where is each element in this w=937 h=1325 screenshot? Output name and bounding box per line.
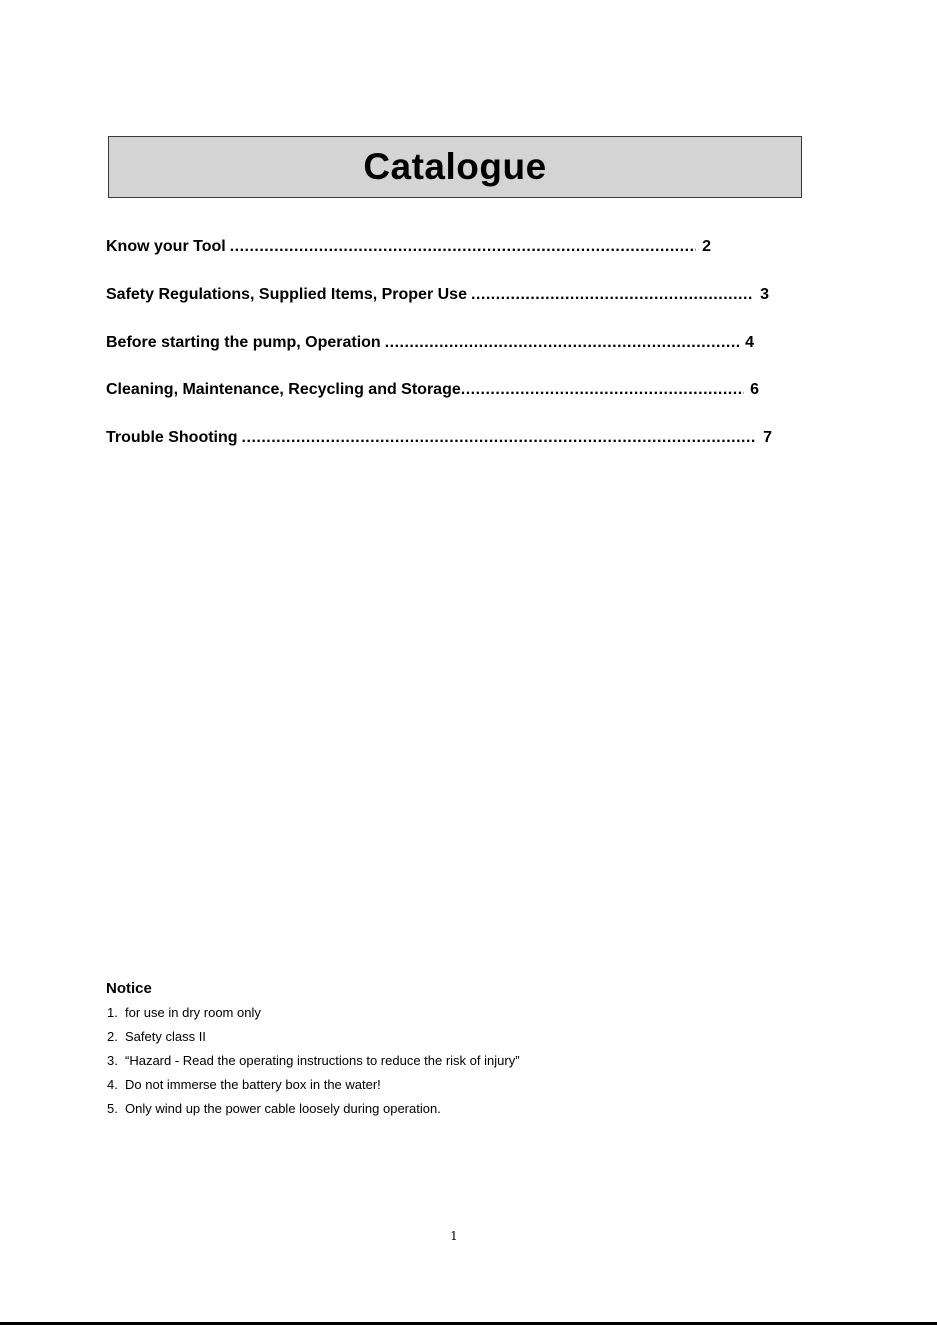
toc-label: Trouble Shooting	[106, 429, 238, 446]
toc-label: Cleaning, Maintenance, Recycling and Storage	[106, 381, 461, 398]
catalogue-title-box	[108, 136, 802, 198]
notice-item-text: for use in dry room only	[125, 1005, 261, 1020]
toc-page-number: 4	[745, 334, 754, 351]
toc-label: Safety Regulations, Supplied Items, Proper Use	[106, 286, 467, 303]
toc-entry-know-your-tool[interactable]	[106, 236, 711, 258]
notice-item-number: 5.	[107, 1101, 118, 1116]
toc-page-number: 6	[750, 381, 759, 398]
notice-item	[107, 1028, 206, 1046]
toc-leader-dots	[242, 427, 758, 449]
toc-label: Before starting the pump, Operation	[106, 334, 381, 351]
toc-entry-trouble-shooting[interactable]	[106, 427, 772, 449]
notice-item	[107, 1052, 520, 1070]
notice-item-number: 2.	[107, 1029, 118, 1044]
toc-leader-dots	[230, 236, 696, 258]
page-number: 1	[450, 1229, 458, 1243]
notice-item-number: 1.	[107, 1005, 118, 1020]
notice-item-text: “Hazard - Read the operating instructions to reduce the risk of injury”	[125, 1053, 520, 1068]
notice-item-text: Only wind up the power cable loosely during operation.	[125, 1101, 441, 1116]
toc-entry-cleaning-maintenance[interactable]	[106, 379, 759, 401]
notice-heading: Notice	[106, 980, 152, 997]
notice-item	[107, 1076, 381, 1094]
notice-item	[107, 1100, 441, 1118]
notice-item-text: Safety class II	[125, 1029, 206, 1044]
toc-entry-safety-regulations[interactable]	[106, 284, 769, 306]
toc-page-number: 2	[702, 238, 711, 255]
notice-item-text: Do not immerse the battery box in the water!	[125, 1077, 381, 1092]
toc-label: Know your Tool	[106, 238, 226, 255]
toc-page-number: 7	[763, 429, 772, 446]
toc-leader-dots	[385, 332, 739, 354]
notice-item-number: 4.	[107, 1077, 118, 1092]
notice-item	[107, 1004, 261, 1022]
toc-page-number: 3	[760, 286, 769, 303]
toc-entry-before-starting[interactable]	[106, 332, 754, 354]
toc-leader-dots	[471, 284, 754, 306]
page-title: Catalogue	[363, 145, 547, 187]
notice-item-number: 3.	[107, 1053, 118, 1068]
toc-leader-dots	[461, 379, 744, 401]
